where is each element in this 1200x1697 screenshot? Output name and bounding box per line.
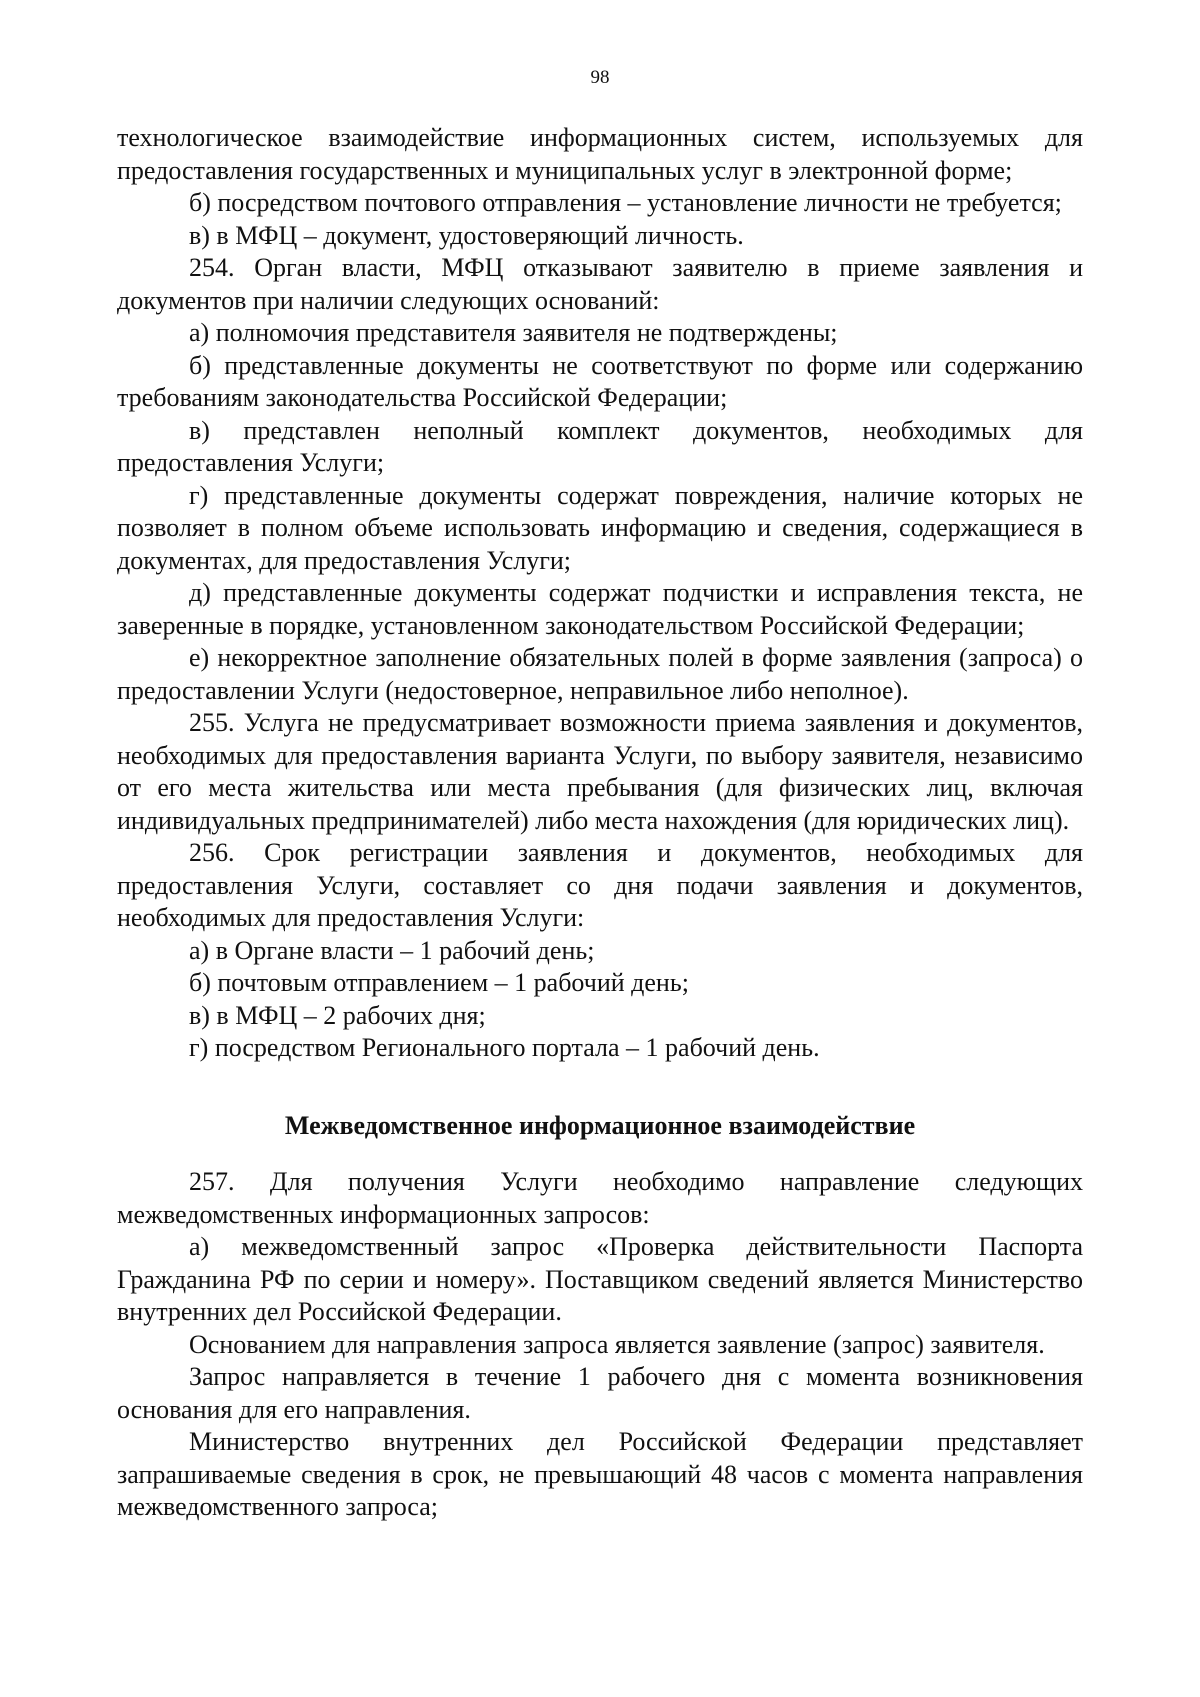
text-block-after [117,1166,1083,1524]
paragraph: б) почтовым отправлением – 1 рабочий день; [189,968,689,997]
paragraph: в) в МФЦ – документ, удостоверяющий личность. [189,220,744,250]
paragraph: в) в МФЦ – 2 рабочих дня; [189,1000,486,1030]
paragraph: Запрос направляется в течение 1 рабочего дня с момента возникновения основания для его направления. [117,1362,1083,1424]
paragraph: 257. Для получения Услуги необходимо направление следующих межведомственных информационных запросов: [117,1167,1083,1229]
spacer [117,1065,1083,1110]
paragraph: а) полномочия представителя заявителя не подтверждены; [189,318,838,347]
page-content [117,122,1083,1524]
section-heading: Межведомственное информационное взаимодействие [284,1110,916,1140]
paragraph: 256. Срок регистрации заявления и документов, необходимых для предоставления Услуги, составляет со дня подачи заявления и документов, необходимых для предоставления Услуги: [117,838,1083,932]
paragraph: 255. Услуга не предусматривает возможности приема заявления и документов, необходимых для предоставления варианта Услуги, по выбору заявителя, независимо от его места жительства или места пребывания (для физических лиц, включая индивидуальных предпринимателей) либо места нахождения (для юридических лиц). [117,708,1083,835]
paragraph: б) представленные документы не соответствуют по форме или содержанию требованиям законодательства Российской Федерации; [117,350,1083,412]
page-number: 98 [590,67,610,88]
paragraph: Министерство внутренних дел Российской Федерации представляет запрашиваемые сведения в срок, не превышающий 48 часов с момента направления межведомственного запроса; [117,1427,1083,1521]
paragraph: г) представленные документы содержат повреждения, наличие которых не позволяет в полном объеме использовать информацию и сведения, содержащиеся в документах, для предоставления Услуги; [117,480,1083,575]
paragraph: д) представленные документы содержат подчистки и исправления текста, не заверенные в порядке, установленном законодательством Российской Федерации; [117,578,1083,640]
paragraph: а) в Органе власти – 1 рабочий день; [189,935,595,965]
paragraph: в) представлен неполный комплект документов, необходимых для предоставления Услуги; [117,415,1083,477]
paragraph: б) посредством почтового отправления – установление личности не требуется; [189,188,1062,217]
paragraph: Основанием для направления запроса является заявление (запрос) заявителя. [189,1329,1045,1359]
paragraph: г) посредством Регионального портала – 1 рабочий день. [189,1033,820,1062]
spacer [117,1142,1083,1166]
paragraph: а) межведомственный запрос «Проверка действительности Паспорта Гражданина РФ по серии и номеру». Поставщиком сведений является Министерство внутренних дел Российской Федерации. [117,1232,1083,1326]
paragraph: технологическое взаимодействие информационных систем, используемых для предоставления государственных и муниципальных услуг в электронной форме; [117,123,1083,185]
paragraph: 254. Орган власти, МФЦ отказывают заявителю в приеме заявления и документов при наличии следующих оснований: [117,253,1083,315]
text-block-before [117,122,1083,1065]
paragraph: е) некорректное заполнение обязательных полей в форме заявления (запроса) о предоставлении Услуги (недостоверное, неправильное либо неполное). [117,643,1083,705]
